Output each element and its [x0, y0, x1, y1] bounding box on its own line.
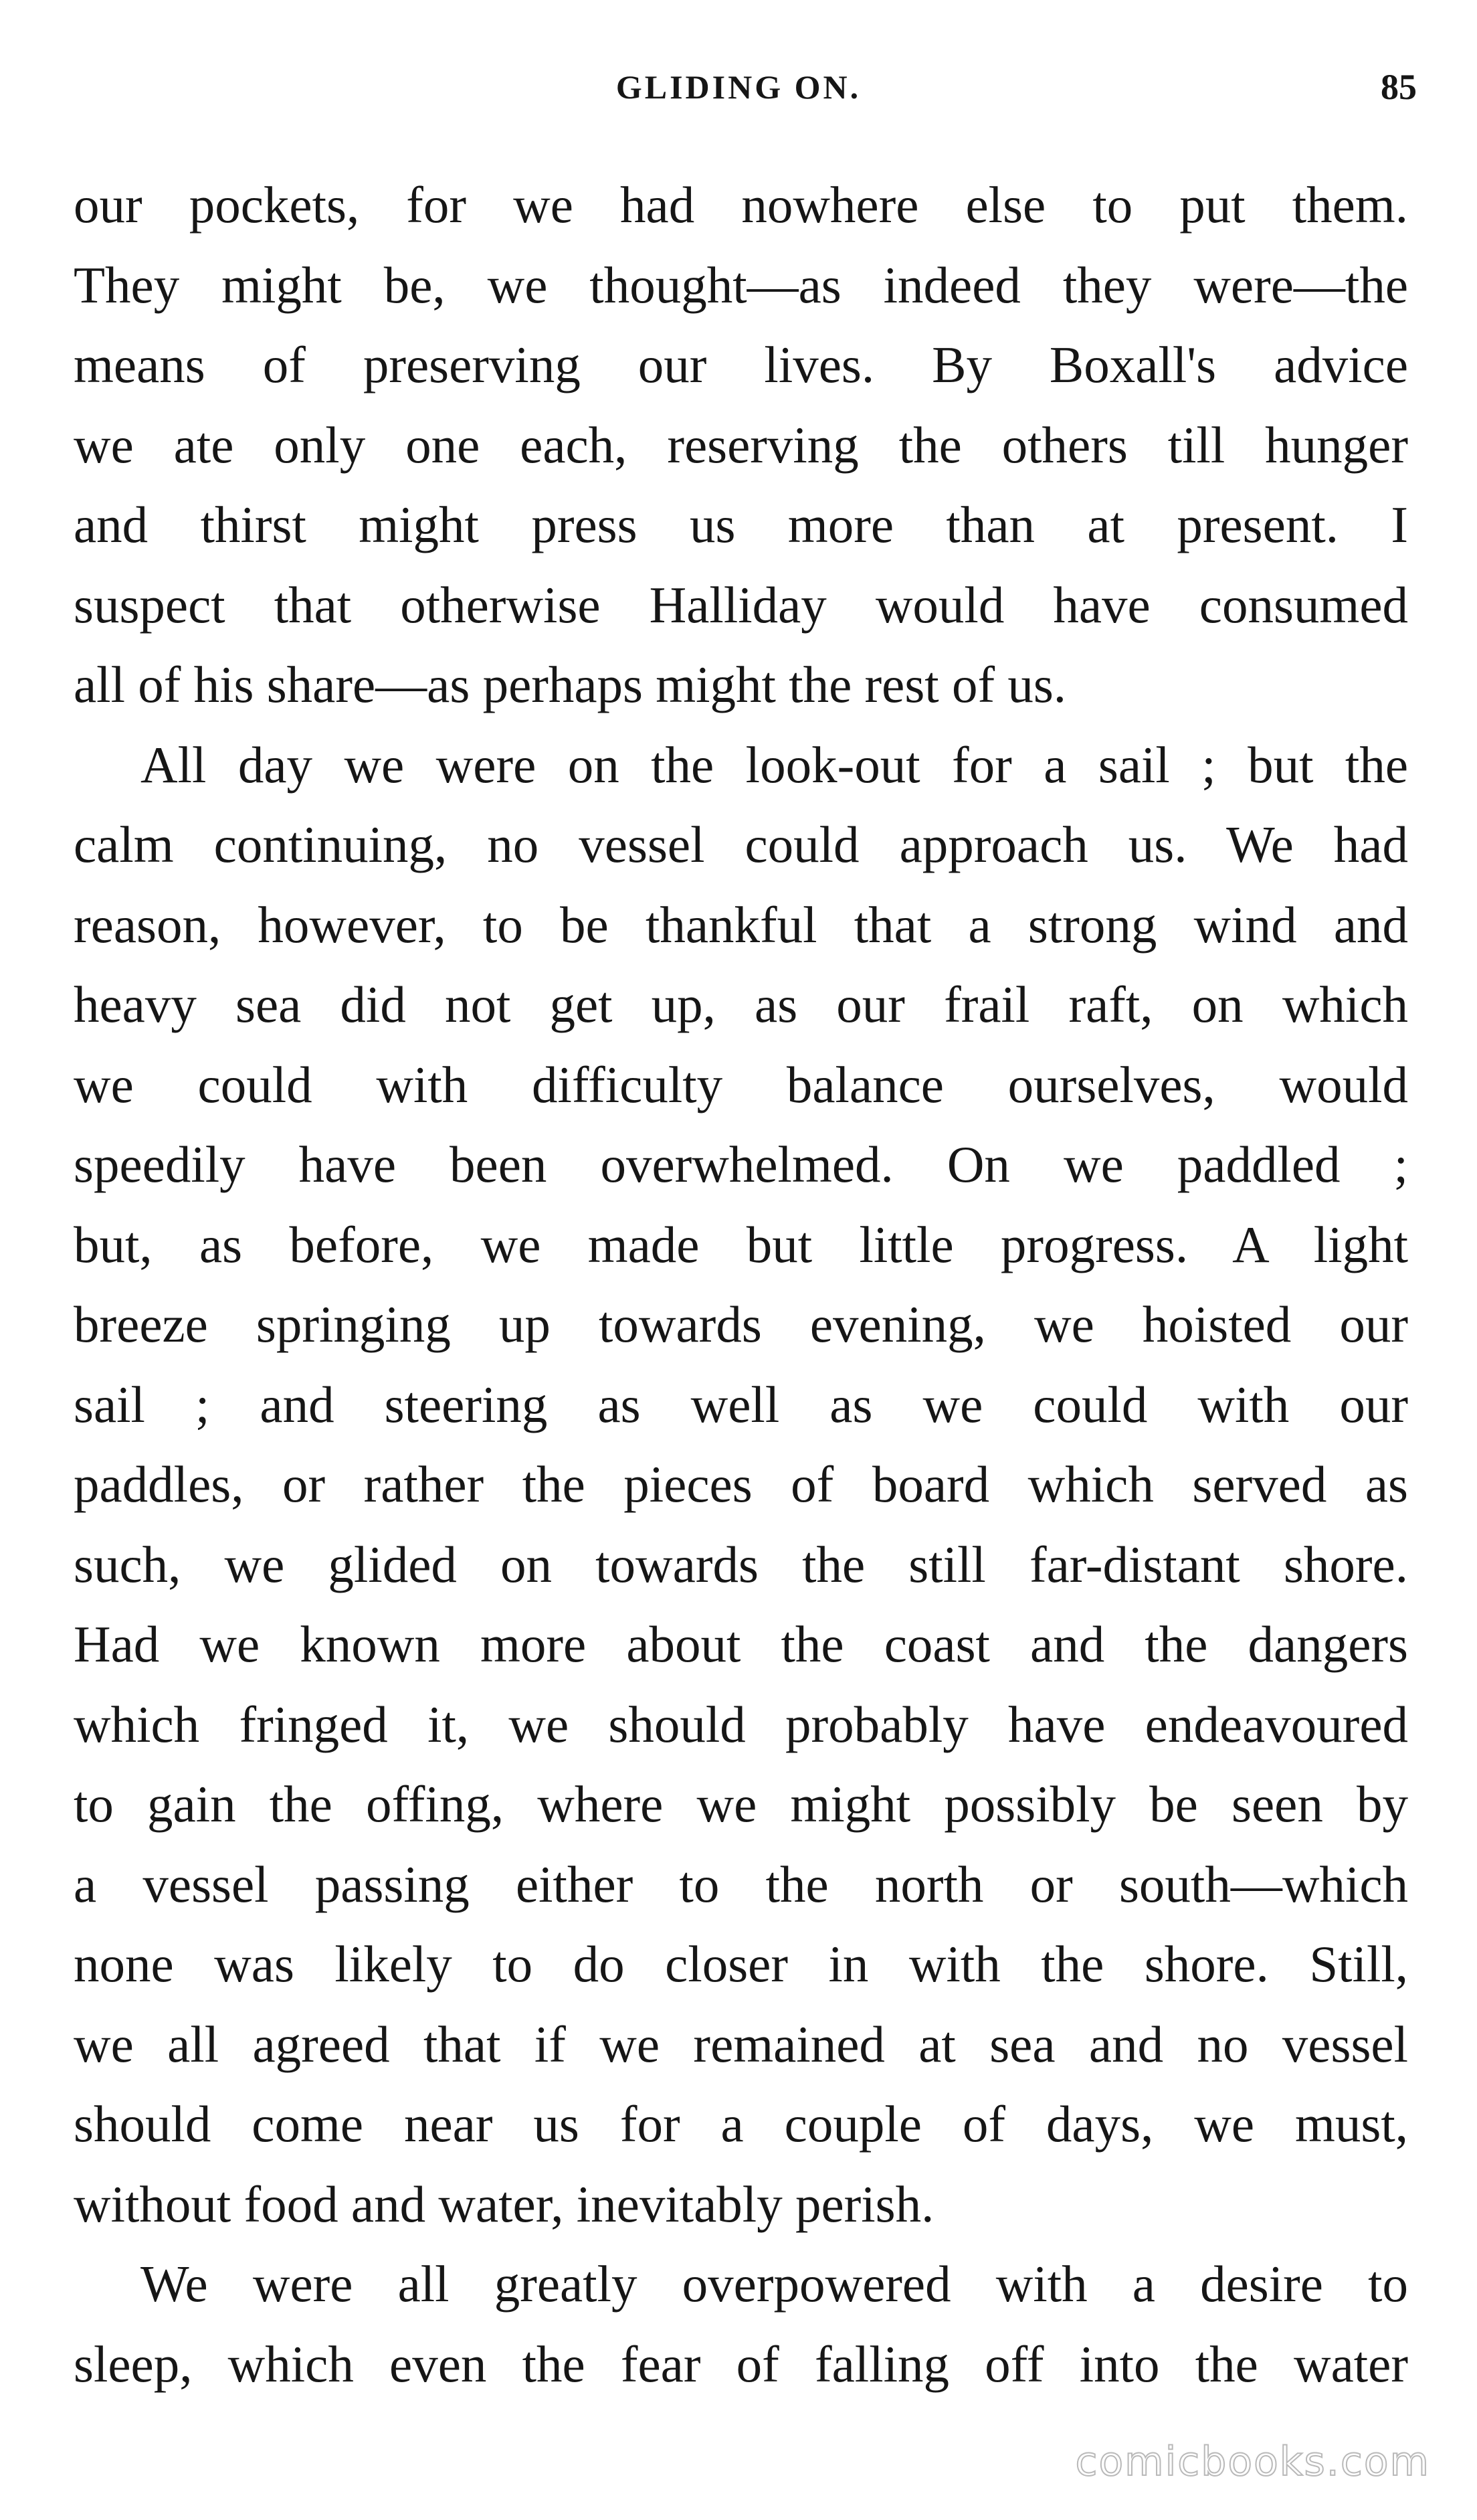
paragraph — [74, 165, 1408, 725]
text-line: sleep, which even the fear of falling off into the water — [74, 2335, 1408, 2393]
running-head: GLIDING ON. — [615, 68, 862, 106]
text-line: reason, however, to be thankful that a strong wind and — [74, 895, 1408, 954]
text-line: means of preserving our lives. By Boxall's advice — [74, 336, 1408, 393]
page-header — [0, 60, 1477, 114]
text-line: sail ; and steering as well as we could with our — [74, 1375, 1408, 1433]
text-line: We were all greatly overpowered with a desire to — [140, 2255, 1408, 2313]
text-line: Had we known more about the coast and the dangers — [74, 1615, 1408, 1673]
text-line: paddles, or rather the pieces of board which served as — [74, 1455, 1408, 1513]
text-line: a vessel passing either to the north or south—which — [74, 1855, 1408, 1913]
text-line: we all agreed that if we remained at sea and no vessel — [74, 2015, 1408, 2073]
text-line: our pockets, for we had nowhere else to put them. — [74, 176, 1408, 234]
text-line: calm continuing, no vessel could approach us. We had — [74, 816, 1408, 873]
text-line: speedily have been overwhelmed. On we paddled ; — [74, 1136, 1408, 1193]
text-line: such, we glided on towards the still far-distant shore. — [74, 1535, 1408, 1593]
text-line: They might be, we thought—as indeed they were—the — [74, 256, 1408, 314]
text-line: but, as before, we made but little progress. A light — [74, 1215, 1408, 1273]
text-line: suspect that otherwise Halliday would have consumed — [74, 575, 1408, 634]
body-text — [74, 165, 1408, 2404]
paragraph — [74, 2244, 1408, 2404]
text-line: breeze springing up towards evening, we hoisted our — [74, 1295, 1408, 1353]
text-line: all of his share—as perhaps might the rest of us. — [74, 656, 1067, 713]
text-line: to gain the offing, where we might possibly be seen by — [74, 1775, 1408, 1833]
text-line: none was likely to do closer in with the shore. Still, — [74, 1935, 1408, 1993]
text-line: and thirst might press us more than at present. I — [74, 496, 1408, 553]
text-line: should come near us for a couple of days, we must, — [74, 2095, 1408, 2153]
text-line: All day we were on the look-out for a sail ; but the — [140, 735, 1408, 794]
text-line: we could with difficulty balance ourselves, would — [74, 1055, 1408, 1113]
page-number: 85 — [1381, 67, 1417, 107]
text-line: which fringed it, we should probably have endeavoured — [74, 1695, 1408, 1753]
text-line: we ate only one each, reserving the others till hunger — [74, 416, 1408, 474]
text-line: without food and water, inevitably perish. — [74, 2175, 934, 2233]
watermark: comicbooks.com — [1075, 2438, 1430, 2485]
text-line: heavy sea did not get up, as our frail raft, on which — [74, 976, 1408, 1033]
paragraph — [74, 725, 1408, 2245]
